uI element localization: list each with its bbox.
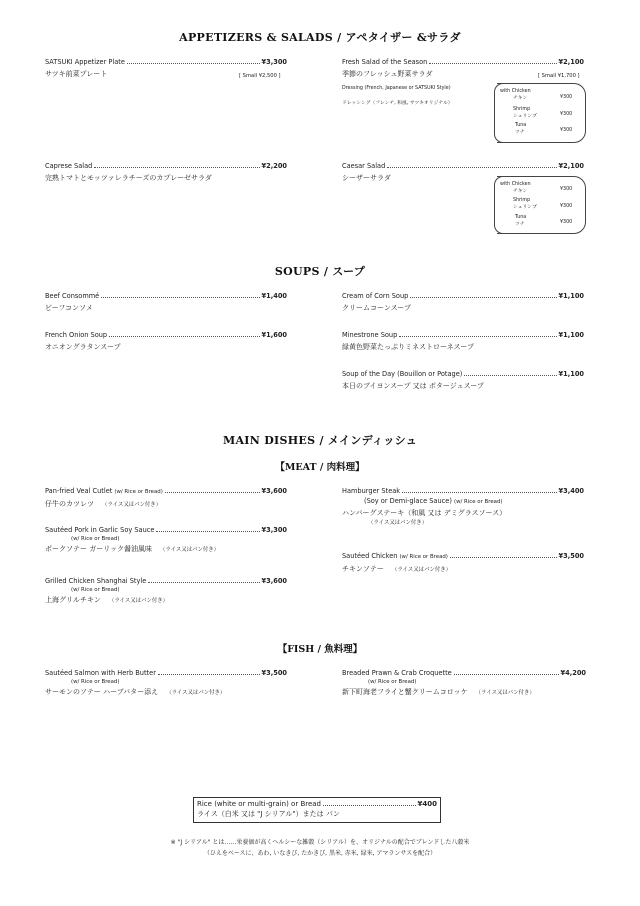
item-name-jp: 季節のフレッシュ野菜サラダ xyxy=(342,70,433,78)
item-price: ¥2,100 xyxy=(558,58,584,66)
item-price: ¥3,300 xyxy=(261,526,287,534)
item-note: (w/ Rice or Bread) xyxy=(114,489,163,495)
leader-dots xyxy=(156,531,259,532)
leader-dots xyxy=(158,674,260,675)
item-price: ¥3,500 xyxy=(261,669,287,677)
item-price: ¥1,400 xyxy=(261,292,287,300)
menu-item-veal-cutlet xyxy=(45,487,287,511)
leader-dots xyxy=(165,492,260,493)
item-name-jp: 緑黄色野菜たっぷりミネストローネスープ xyxy=(342,343,474,351)
item-aside: （ライス又はパン付き） xyxy=(475,690,535,696)
menu-item-pork-saute xyxy=(45,526,287,556)
item-name-jp: オニオングラタンスープ xyxy=(45,343,121,351)
item-name: Pan-fried Veal Cutlet xyxy=(45,487,113,495)
item-name: Caprese Salad xyxy=(45,162,93,170)
leader-dots xyxy=(101,297,259,298)
menu-item-onion-soup xyxy=(45,331,287,353)
item-name-jp: ポークソテー ガーリック醤油風味 xyxy=(45,545,152,553)
leader-dots xyxy=(454,674,559,675)
item-price: ¥2,200 xyxy=(261,162,287,170)
leader-dots xyxy=(399,336,556,337)
sauce-choice: (Soy or Demi-glace Sauce) xyxy=(364,497,452,505)
item-aside: （ライス又はパン付き） xyxy=(166,690,226,696)
menu-item-shanghai-chicken xyxy=(45,577,287,607)
item-name: Cream of Corn Soup xyxy=(342,292,409,300)
menu-item-sauteed-chicken xyxy=(342,552,584,576)
option-shrimp-en: Shrimp xyxy=(513,198,531,203)
item-price: ¥1,100 xyxy=(558,331,584,339)
fish-subtitle: 【FISH / 魚料理】 xyxy=(277,644,363,655)
item-name-jp: 新下町海老フライと蟹クリームコロッケ xyxy=(342,688,468,696)
item-price: ¥3,600 xyxy=(261,577,287,585)
leader-dots xyxy=(109,336,259,337)
footnote-line-1: ※ "J シリアル" とは……栄養価が高くヘルシーな雑穀（シリアル）を、オリジナルの配合でブレンドした八穀米 xyxy=(170,839,470,846)
item-name: Beef Consommé xyxy=(45,292,100,300)
item-aside: （ライス又はパン付き） xyxy=(108,598,169,604)
option-shrimp-en: Shrimp xyxy=(513,107,531,112)
item-price: ¥400 xyxy=(417,800,437,808)
appetizers-title: APPETIZERS & SALADS / アペタイザー &サラダ xyxy=(179,31,461,44)
option-tuna-jp: ツナ xyxy=(515,130,525,135)
item-name: Sautéed Salmon with Herb Butter xyxy=(45,669,156,677)
item-note: (w/ Rice or Bread) xyxy=(399,554,448,560)
option-chicken-jp: チキン xyxy=(513,189,528,194)
rice-bread-box xyxy=(193,797,441,823)
menu-item-beef-consomme xyxy=(45,292,287,314)
item-name: Sautéed Chicken xyxy=(342,552,398,560)
option-tuna-en: Tuna xyxy=(515,215,527,220)
item-note: (w/ Rice or Bread) xyxy=(71,536,120,542)
leader-dots xyxy=(387,167,556,168)
item-note: (w/ Rice or Bread) xyxy=(71,679,120,685)
item-name: Rice (white or multi-grain) or Bread xyxy=(197,800,322,808)
menu-item-hamburger xyxy=(342,487,584,528)
item-price: ¥1,100 xyxy=(558,370,584,378)
dressing-choice-jp: ドレッシング（フレンチ, 和風, サツキオリジナル） xyxy=(342,101,453,106)
leader-dots xyxy=(402,492,556,493)
item-name: Minestrone Soup xyxy=(342,331,398,339)
leader-dots xyxy=(127,63,260,64)
menu-item-caprese xyxy=(45,162,287,184)
item-name: French Onion Soup xyxy=(45,331,108,339)
item-name-jp: ハンバーグステーキ（和風 又は デミグラスソース） xyxy=(342,509,507,517)
item-name-jp: ビーフコンソメ xyxy=(45,304,93,312)
item-name: Hamburger Steak xyxy=(342,487,401,495)
item-name: SATSUKI Appetizer Plate xyxy=(45,58,125,66)
menu-item-prawn-croquette xyxy=(342,669,586,699)
menu-item-minestrone xyxy=(342,331,584,353)
item-name: Soup of the Day (Bouillon or Potage) xyxy=(342,370,463,378)
item-name-jp: チキンソテー xyxy=(342,565,384,573)
item-aside: （ライス又はパン付き） xyxy=(391,567,452,573)
item-note: (w/ Rice or Bread) xyxy=(454,499,503,505)
item-price: ¥1,100 xyxy=(558,292,584,300)
item-name-jp: サーモンのソテー ハーブバター添え xyxy=(45,688,159,696)
item-name-jp: ライス（白米 又は "J シリアル"）または パン xyxy=(197,810,340,818)
dressing-choice-en: Dressing (French, Japanese or SATSUKI Style) xyxy=(342,86,451,91)
item-name-jp: 仔牛のカツレツ xyxy=(45,500,94,508)
item-note: (w/ Rice or Bread) xyxy=(71,587,120,593)
option-chicken-en: with Chicken xyxy=(500,89,531,94)
item-price: ¥3,300 xyxy=(261,58,287,66)
item-name-jp: クリームコーンスープ xyxy=(342,304,411,312)
option-tuna-jp: ツナ xyxy=(515,222,525,227)
option-tuna-price: ¥300 xyxy=(560,220,573,225)
option-shrimp-jp: シュリンプ xyxy=(513,114,537,119)
mains-title: MAIN DISHES / メインディッシュ xyxy=(222,434,418,447)
item-price: ¥3,500 xyxy=(558,552,584,560)
item-price: ¥3,600 xyxy=(261,487,287,495)
small-size-price: [ Small ¥1,700 ] xyxy=(538,73,580,79)
option-shrimp-jp: シュリンプ xyxy=(513,205,537,210)
item-name-jp: シーザーサラダ xyxy=(342,174,391,182)
item-price: ¥4,200 xyxy=(560,669,586,677)
footnote-line-2: （ひえをベースに、あわ, いなきび, たかきび, 黒米, 赤米, 緑米, アマランサスを配合） xyxy=(203,850,437,857)
item-name: Sautéed Pork in Garlic Soy Sauce xyxy=(45,526,155,534)
leader-dots xyxy=(148,582,259,583)
item-price: ¥1,600 xyxy=(261,331,287,339)
leader-dots xyxy=(410,297,556,298)
item-name: Fresh Salad of the Season xyxy=(342,58,428,66)
item-name-jp: 上海グリルチキン xyxy=(45,596,101,604)
option-shrimp-price: ¥300 xyxy=(560,204,573,209)
option-tuna-price: ¥300 xyxy=(560,128,573,133)
item-price: ¥2,100 xyxy=(558,162,584,170)
item-aside: （ライス又はパン付き） xyxy=(368,520,428,526)
soups-title: SOUPS / スープ xyxy=(274,265,366,278)
option-chicken-jp: チキン xyxy=(513,96,528,101)
menu-item-soup-of-day xyxy=(342,370,584,392)
option-chicken-en: with Chicken xyxy=(500,182,531,187)
item-name: Breaded Prawn & Crab Croquette xyxy=(342,669,452,677)
menu-item-corn-soup xyxy=(342,292,584,314)
small-size-price: [ Small ¥2,500 ] xyxy=(239,73,281,79)
leader-dots xyxy=(323,805,416,806)
leader-dots xyxy=(94,167,259,168)
menu-item-salmon xyxy=(45,669,287,699)
leader-dots xyxy=(464,375,556,376)
leader-dots xyxy=(450,557,557,558)
item-name-jp: サツキ前菜プレート xyxy=(45,70,108,78)
item-aside: （ライス又はパン付き） xyxy=(102,502,162,508)
item-note: (w/ Rice or Bread) xyxy=(368,679,417,685)
meat-subtitle: 【MEAT / 肉料理】 xyxy=(275,462,365,473)
option-shrimp-price: ¥300 xyxy=(560,112,573,117)
item-price: ¥3,400 xyxy=(558,487,584,495)
item-name: Grilled Chicken Shanghai Style xyxy=(45,577,147,585)
leader-dots xyxy=(429,63,556,64)
item-name-jp: 本日のブイヨンスープ 又は ポタージュスープ xyxy=(342,382,484,390)
option-chicken-price: ¥300 xyxy=(560,95,573,100)
option-tuna-en: Tuna xyxy=(515,123,527,128)
item-name-jp: 完熟トマトとモッツァレラチーズのカプレーゼサラダ xyxy=(45,174,212,182)
option-chicken-price: ¥300 xyxy=(560,187,573,192)
item-name: Caesar Salad xyxy=(342,162,386,170)
item-aside: （ライス又はパン付き） xyxy=(159,547,220,553)
